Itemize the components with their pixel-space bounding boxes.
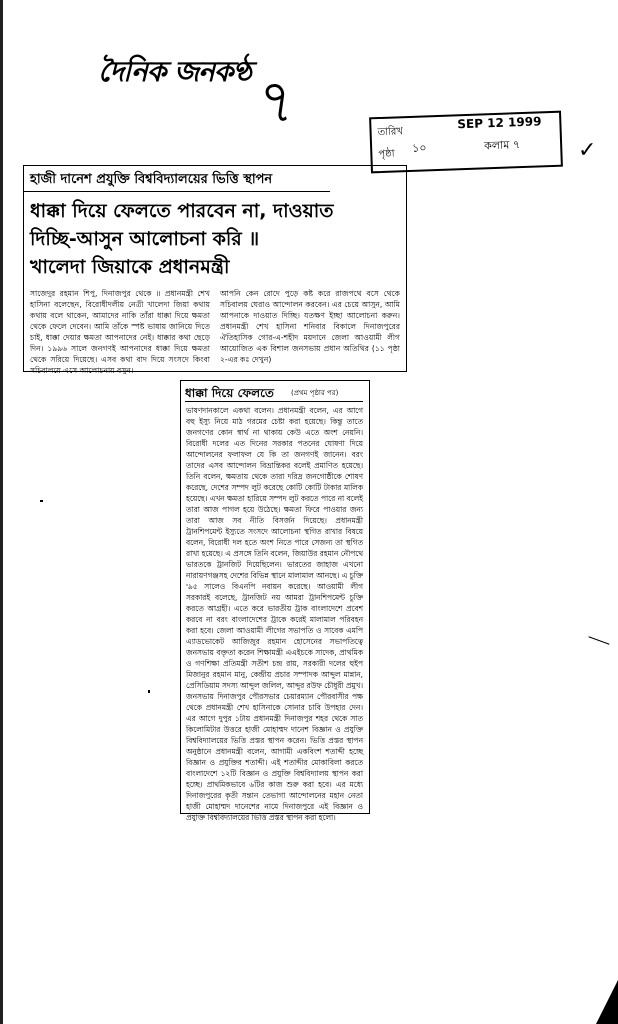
stamp-date-label: তারিখ <box>377 126 404 139</box>
scan-speck <box>148 690 150 693</box>
article-clipping <box>23 165 407 375</box>
divider <box>185 401 363 402</box>
headline-line-2: দিচ্ছি-আসুন আলোচনা করি ॥ <box>30 228 260 250</box>
headline-line-3: খালেদা জিয়াকে প্রধানমন্ত্রী <box>30 256 230 278</box>
newspaper-masthead: দৈনিক জনকণ্ঠ <box>98 55 251 88</box>
scan-corner <box>596 980 618 1024</box>
stamp-page-label: পৃষ্ঠা <box>378 148 395 161</box>
scan-speck <box>40 500 43 502</box>
stamp-date-value: SEP 12 1999 <box>457 114 542 132</box>
continuation-body: ভাষণদানকালে একথা বলেন। প্রধানমন্ত্রী বলেন, এর আগে বহু ইস্যু নিয়ে মাঠ গরমের চেষ্টা করা হয়েছে। কিন্তু তাতে জনগণের কোন স্বার্থ না থাকায় কেউ এতে অংশ নেয়নি। বিরোধী দলের এত দিনের সরকার পতনের ঘোষণা দিয়ে আন্দোলনের ফলাফল যে কি তা জনগণই জানেন। বরং তাদের এসব আন্দোলন বিভ্রান্তিকর বলেই প্রমাণিত হয়েছে। তিনি বলেন, ক্ষমতায় থেকে তারা দরিদ্র জনগোষ্ঠীকে শোষণ করেছে, দেশের সম্পদ লুট করেছে কোটি কোটি টাকার মালিক হয়েছে। এখন ক্ষমতা হারিয়ে সম্পদ লুট করতে পারে না বলেই তারা আজ পাগল হয়ে উঠেছে। ক্ষমতা ফিরে পাওয়ার জন্য তারা আজ সব নীতি বিসর্জন দিয়েছে। প্রধানমন্ত্রী ট্রানশিপমেন্ট ইস্যুতে সংসদে আলোচনা স্থগিত রাখার বিষয়ে বলেন, বিরোধী দল হতে অংশ নিতে পারে সেজন্য তা স্থগিত রাখা হয়েছে। এ প্রসঙ্গে তিনি বলেন, জিয়াউর রহমান নৌপথে ভারতকে ট্রানজিট দিয়েছিলেন। ভারতের জাহাজ এখনো নারায়ণগঞ্জসহ দেশের বিভিন্ন স্থানে মালামাল আনছে। এ চুক্তি '৯৫ সালেও বিএনপি নবায়ন করেছে। আওয়ামী লীগ সরকারই বলেছে, ট্রানজিট নয় আমরা ট্রানশিপমেন্ট চুক্তি করতে আগ্রহী। এতে করে ভারতীয় ট্রাক বাংলাদেশে প্রবেশ করবে না বরং বাংলাদেশের ট্রাকে করেই মালামাল পরিবহন করা হবে। জেলা আওয়ামী লীগের সভাপতি ও সাবেক এমপি এ্যাডভোকেট আজিজুর রহমান হোসেনের সভাপতিত্বে জনসভায় বক্তৃতা করেন শিক্ষামন্ত্রী এএইচকে সাদেক, প্রাথমিক ও গণশিক্ষা প্রতিমন্ত্রী সতীশ চন্দ্র রায়, সরকারী দলের হুইপ মিজানুর রহমান মানু, কেন্দ্রীয় প্রচার সম্পাদক আব্দুল মান্নান, প্রেসিডিয়াম সদস্য আব্দুল জলিল, আব্দুর রউফ চৌধুরী প্রমুখ। জনসভায় দিনাজপুর পৌরসভার চেয়ারম্যান পৌরবাসীর পক্ষ থেকে প্রধানমন্ত্রী শেখ হাসিনাকে সোনার চাবি উপহার দেন। এর আগে দুপুর ১টায় প্রধানমন্ত্রী দিনাজপুর শহর থেকে সাত কিলোমিটার উত্তরে হাজী মোহাম্মদ দানেশ বিজ্ঞান ও প্রযুক্তি বিশ্ববিদ্যালয়ের ভিত্তি প্রস্তর স্থাপন করেন। ভিত্তি প্রস্তর স্থাপন অনুষ্ঠানে প্রধানমন্ত্রী বলেন, আগামী একবিংশ শতাব্দী হচ্ছে বিজ্ঞান ও প্রযুক্তির শতাব্দী। এই শতাব্দীর মোকাবিলা করতে বাংলাদেশে ১২টি বিজ্ঞান ও প্রযুক্তি বিশ্ববিদ্যালয় স্থাপন করা হচ্ছে। প্রাথমিকভাবে ৬টির কাজ শুরু করা হবে। এর মধ্যে দিনাজপুরের কৃতী সন্তান তেভাগা আন্দোলনের মহান নেতা হাজী মোহাম্মদ দানেশের নামে দিনাজপুরে এই বিজ্ঞান ও প্রযুক্তি বিশ্ববিদ্যালয়ের ভিত্তি প্রস্তর স্থাপন করা হলো। <box>186 406 363 822</box>
stamp-column-label: কলাম ৭ <box>483 138 521 153</box>
article-kicker: হাজী দানেশ প্রযুক্তি বিশ্ববিদ্যালয়ের ভিত্তি স্থাপন <box>24 170 330 192</box>
stamp-column-value: ৭ <box>512 138 521 152</box>
handwritten-number: ৭ <box>253 64 301 138</box>
scan-scratch <box>588 636 609 644</box>
continuation-clipping <box>180 380 370 822</box>
check-mark-icon: ✓ <box>578 138 597 163</box>
headline-line-1: ধাক্কা দিয়ে ফেলতে পারবেন না, দাওয়াত <box>30 200 334 222</box>
continuation-note: (প্রথম পৃষ্ঠার পর) <box>291 389 339 397</box>
article-column-1: সাজেদুর রহমান শিপু, দিনাজপুর থেকে ॥ প্রধানমন্ত্রী শেখ হাসিনা বলেছেন, বিরোধীদলীয় নেত্রী খালেদা জিয়া কথায় কথায় বলে থাকেন, আমাদের নাকি তাঁরা ধাক্কা দিয়ে ক্ষমতা থেকে ফেলে দেবেন। আমি তাঁকে স্পষ্ট ভাষায় জানিয়ে দিতে চাই, ধাক্কা দেয়ার ক্ষমতা আপনাদের নেই। ধাক্কার কথা ছেড়ে দিন। ১৯৯৬ সালে জনগণই আপনাদের ধাক্কা দিয়ে ক্ষমতা থেকে সরিয়ে দিয়েছে। এসব কথা বাদ দিয়ে সংসদে কিংবা সচিবালয়ে এসে আলোচনায় বসুন। <box>30 289 210 375</box>
scan-edge <box>0 0 3 1024</box>
continuation-title: ধাক্কা দিয়ে ফেলতে <box>185 386 274 400</box>
stamp-page-value: ১০ <box>411 141 427 155</box>
archive-stamp <box>369 111 563 174</box>
article-column-2: আপনি কেন রোদে পুড়ে কষ্ট করে রাজপথে বসে থেকে সচিবালয় ঘেরাও আন্দোলন করবেন। এর চেয়ে আসুন, আমি আপনাকে দাওয়াত দিচ্ছি। যতক্ষণ ইচ্ছা আলোচনা করুন। প্রধানমন্ত্রী শেখ হাসিনা শনিবার বিকালে দিনাজপুরের ঐতিহাসিক গোর-এ-শহীদ ময়দানে জেলা আওয়ামী লীগ আয়োজিত এক বিশাল জনসভায় প্রধান অতিথির (১১ পৃষ্ঠা ২-এর কঃ দেখুন) <box>220 289 400 364</box>
